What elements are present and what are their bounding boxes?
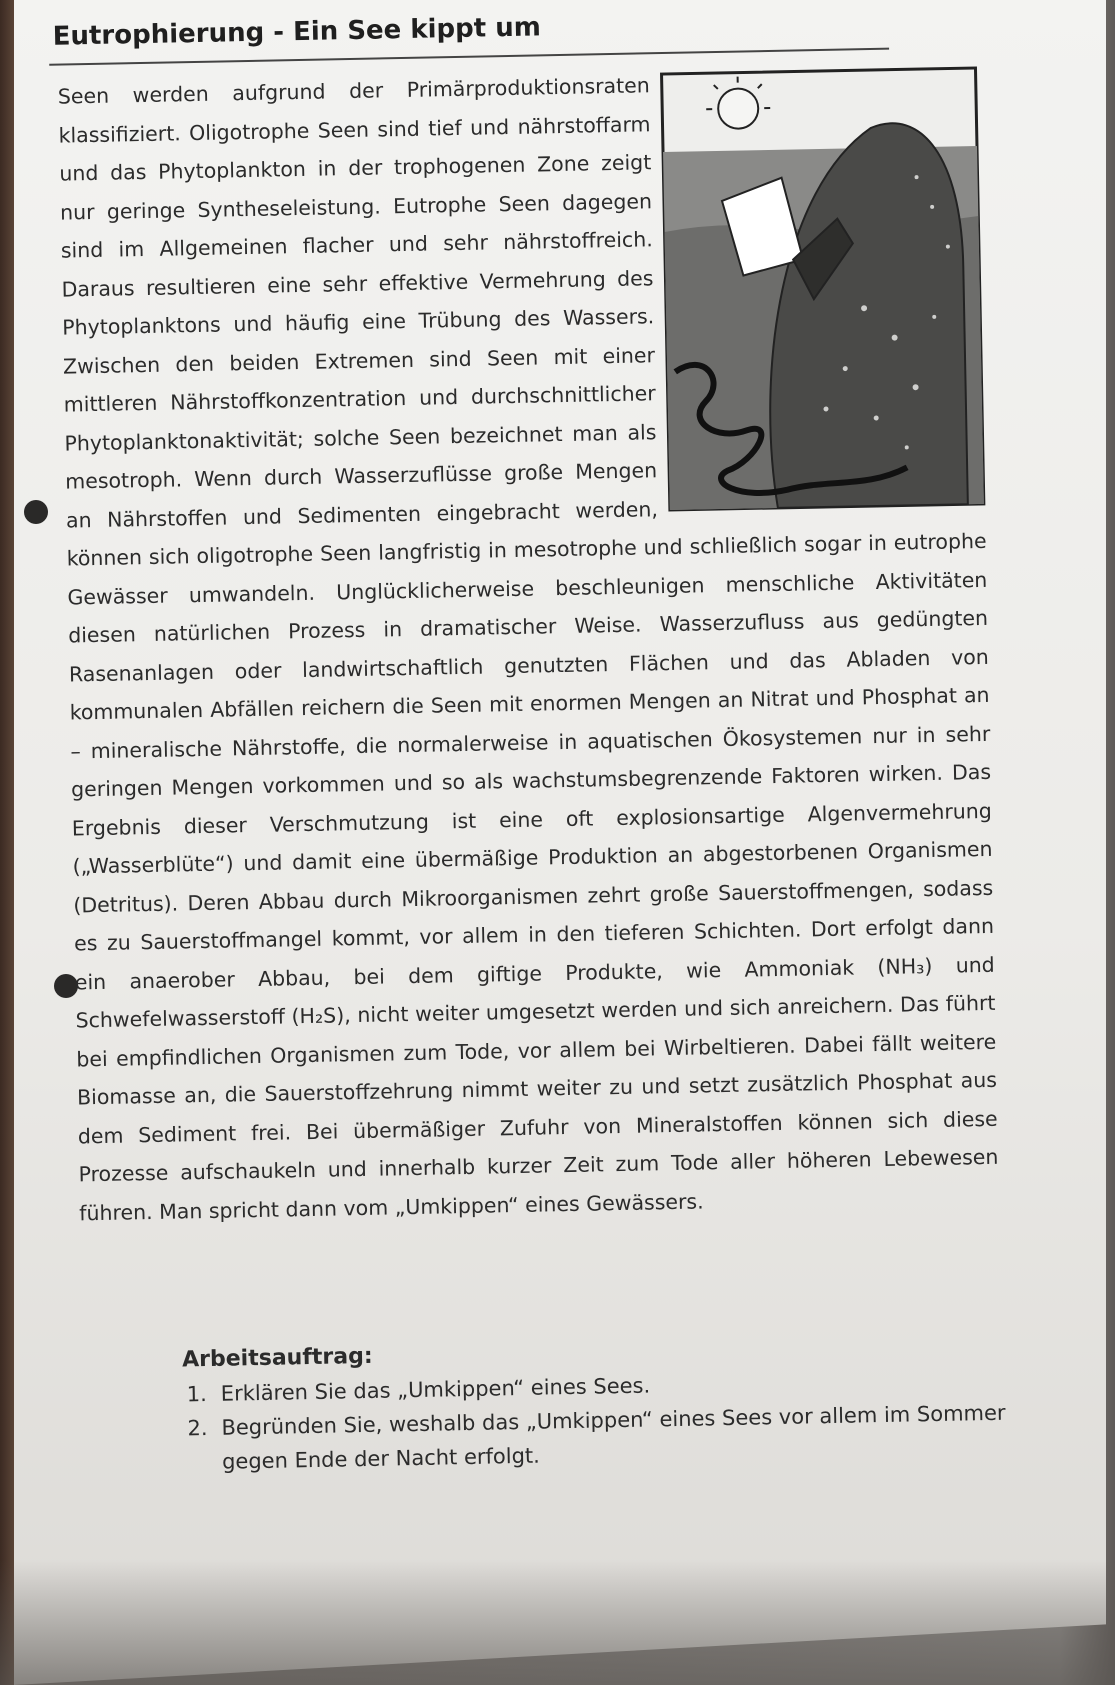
task-number: 2. — [187, 1416, 208, 1441]
main-text-block — [57, 60, 999, 1232]
task-text: Begründen Sie, weshalb das „Umkippen“ eines Sees vor allem im Sommer gegen Ende der Nacht erfolgt. — [221, 1400, 1006, 1474]
title-underline — [49, 48, 889, 66]
bottom-shadow — [0, 1560, 1115, 1685]
lake-illustration — [659, 66, 985, 512]
punch-hole-top — [24, 500, 48, 524]
arbeitsauftrag-heading: Arbeitsauftrag: — [181, 1343, 373, 1373]
worksheet-page — [38, 0, 1079, 1640]
task-number: 1. — [186, 1382, 208, 1407]
worksheet-title: Eutrophierung - Ein See kippt um — [52, 12, 542, 52]
main-paragraph: Seen werden aufgrund der Primärproduktionsraten klassifiziert. Oligotrophe Seen sind tief und nährstoffarm und das Phytoplankton in der trophogenen Zone zeigt nur geringe Syntheseleistung. Eutrophe Seen dagegen sind im Allgemeinen flacher und sehr nährstoffreich. Daraus resultieren eine sehr effektive Vermehrung des Phytoplanktons und häufig eine Trübung des Wassers. Zwischen den beiden Extremen sind Seen mit einer mittleren Nährstoffkonzentration und durchschnittlicher Phytoplanktonaktivität; solche Seen bezeichnet man als mesotroph. Wenn durch Wasserzuflüsse große Mengen an Nährstoffen und Sedimenten eingebracht werden, können sich oligotrophe Seen langfristig in mesotrophe und schließlich sogar in eutrophe Gewässer umwandeln. Unglücklicherweise beschleunigen menschliche Aktivitäten diesen natürlichen Prozess in dramatischer Weise. Wasserzufluss aus gedüngten Rasenanlagen oder landwirtschaftlich genutzten Flächen und das Abladen von kommunalen Abfällen reichern die Seen mit enormen Mengen an Nitrat und Phosphat an – mineralische Nährstoffe, die normalerweise in aquatischen Ökosystemen nur in sehr geringen Mengen vorkommen und so als wachstumsbegrenzende Faktoren wirken. Das Ergebnis dieser Verschmutzung ist eine oft explosionsartige Algenvermehrung („Wasserblüte“) und damit eine übermäßige Produktion an abgestorbenen Organismen (Detritus). Deren Abbau durch Mikroorganismen zehrt große Sauerstoffmengen, sodass es zu Sauerstoffmangel kommt, vor allem in den tieferen Schichten. Dort erfolgt dann ein anaerober Abbau, bei dem giftige Produkte, wie Ammoniak (NH₃) und Schwefelwasserstoff (H₂S), nicht weiter umgesetzt werden und sich anreichern. Das führt bei empfindlichen Organismen zum Tode, vor allem bei Wirbeltieren. Dabei fällt weitere Biomasse an, die Sauerstoffzehrung nimmt weiter zu und setzt zusätzlich Phosphat aus dem Sediment frei. Bei übermäßiger Zufuhr von Mineralstoffen können sich diese Prozesse aufschaukeln und innerhalb kurzer Zeit zum Tode aller höheren Lebewesen führen. Man spricht dann vom „Umkippen“ eines Gewässers. — [57, 73, 999, 1225]
task-list — [186, 1360, 1078, 1479]
task-text: Erklären Sie das „Umkippen“ eines Sees. — [220, 1373, 651, 1406]
